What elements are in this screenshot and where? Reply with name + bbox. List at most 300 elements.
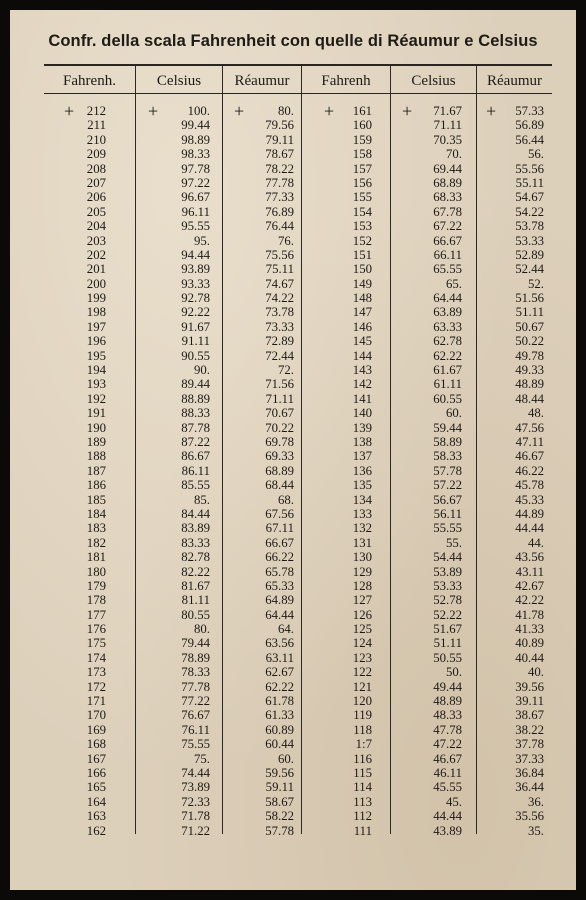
table-cell: 155 bbox=[352, 190, 372, 205]
column-divider bbox=[301, 66, 302, 834]
table-cell: 55.56 bbox=[515, 161, 544, 176]
table-cell: 199 bbox=[86, 291, 106, 306]
table-cell: 59.11 bbox=[265, 780, 294, 795]
table-cell: 153 bbox=[352, 219, 372, 234]
table-cell: 35.56 bbox=[515, 809, 544, 824]
table-cell: 93.33 bbox=[181, 276, 210, 291]
table-cell: 76.67 bbox=[181, 708, 210, 723]
table-cell: 80. bbox=[194, 622, 210, 637]
celsius-column-right bbox=[410, 104, 462, 838]
table-cell: 74.44 bbox=[181, 765, 210, 780]
table-cell: 55.11 bbox=[515, 175, 544, 190]
table-cell: 123 bbox=[352, 650, 372, 665]
celsius-column-left bbox=[160, 104, 210, 838]
table-cell: 1:7 bbox=[355, 737, 372, 752]
table-cell: 193 bbox=[86, 377, 106, 392]
table-cell: 191 bbox=[86, 406, 106, 421]
table-cell: 166 bbox=[86, 765, 106, 780]
table-cell: 128 bbox=[352, 578, 372, 593]
table-cell: 39.56 bbox=[515, 679, 544, 694]
table-cell: 143 bbox=[352, 363, 372, 378]
table-cell: 149 bbox=[352, 276, 372, 291]
table-cell: 170 bbox=[86, 708, 106, 723]
table-cell: 140 bbox=[352, 406, 372, 421]
table-cell: 62.22 bbox=[265, 679, 294, 694]
table-cell: 190 bbox=[86, 420, 106, 435]
table-cell: 46.67 bbox=[515, 449, 544, 464]
table-cell: 66.67 bbox=[265, 535, 294, 550]
table-cell: 89.44 bbox=[181, 377, 210, 392]
table-cell: 187 bbox=[86, 463, 106, 478]
table-cell: 68. bbox=[278, 492, 294, 507]
table-cell: 139 bbox=[352, 420, 372, 435]
plus-sign: + bbox=[148, 101, 159, 121]
table-cell: 77.78 bbox=[265, 175, 294, 190]
table-cell: 151 bbox=[352, 247, 372, 262]
table-cell: 58.33 bbox=[433, 449, 462, 464]
table-cell: 64.44 bbox=[265, 607, 294, 622]
table-cell: 114 bbox=[353, 780, 372, 795]
table-cell: 116 bbox=[353, 751, 372, 766]
header-fahrenheit-right: Fahrenh bbox=[321, 73, 371, 89]
table-cell: 88.89 bbox=[181, 391, 210, 406]
table-cell: 129 bbox=[352, 564, 372, 579]
table-cell: 69.78 bbox=[265, 434, 294, 449]
table-cell: 64.44 bbox=[433, 291, 462, 306]
table-cell: 80. bbox=[278, 104, 294, 118]
table-cell: 209 bbox=[86, 147, 106, 162]
table-cell: 60.89 bbox=[265, 722, 294, 737]
table-cell: 92.22 bbox=[181, 305, 210, 320]
table-cell: 62.67 bbox=[265, 665, 294, 680]
table-cell: 87.78 bbox=[181, 420, 210, 435]
table-cell: 78.33 bbox=[181, 665, 210, 680]
table-cell: 45. bbox=[446, 794, 462, 809]
table-cell: 198 bbox=[86, 305, 106, 320]
table-cell: 180 bbox=[86, 564, 106, 579]
table-cell: 40.89 bbox=[515, 636, 544, 651]
table-cell: 60. bbox=[446, 406, 462, 421]
table-cell: 150 bbox=[352, 262, 372, 277]
table-cell: 67.11 bbox=[265, 521, 294, 536]
table-cell: 80.55 bbox=[181, 607, 210, 622]
table-cell: 49.33 bbox=[515, 363, 544, 378]
table-cell: 131 bbox=[352, 535, 372, 550]
table-cell: 50. bbox=[446, 665, 462, 680]
header-fahrenheit-left: Fahrenh. bbox=[63, 73, 116, 89]
header-reaumur-left: Réaumur bbox=[234, 73, 290, 89]
table-cell: 70.22 bbox=[265, 420, 294, 435]
table-cell: 75. bbox=[194, 751, 210, 766]
table-cell: 53.33 bbox=[515, 233, 544, 248]
table-cell: 74.67 bbox=[265, 276, 294, 291]
table-cell: 189 bbox=[86, 434, 106, 449]
table-cell: 52.44 bbox=[515, 262, 544, 277]
table-cell: 65. bbox=[446, 276, 462, 291]
table-cell: 58.22 bbox=[265, 809, 294, 824]
table-cell: 73.78 bbox=[265, 305, 294, 320]
table-cell: 75.55 bbox=[181, 737, 210, 752]
table-cell: 185 bbox=[86, 492, 106, 507]
table-cell: 37.33 bbox=[515, 751, 544, 766]
table-cell: 72.89 bbox=[265, 334, 294, 349]
table-cell: 51.11 bbox=[515, 305, 544, 320]
table-cell: 96.67 bbox=[181, 190, 210, 205]
table-cell: 83.89 bbox=[181, 521, 210, 536]
table-cell: 97.22 bbox=[181, 175, 210, 190]
table-cell: 135 bbox=[352, 478, 372, 493]
table-cell: 71.56 bbox=[265, 377, 294, 392]
table-cell: 76.89 bbox=[265, 204, 294, 219]
table-cell: 56.89 bbox=[515, 118, 544, 133]
table-cell: 38.22 bbox=[515, 722, 544, 737]
table-cell: 57.22 bbox=[433, 478, 462, 493]
table-cell: 112 bbox=[353, 809, 372, 824]
table-cell: 51.11 bbox=[433, 636, 462, 651]
table-cell: 45.33 bbox=[515, 492, 544, 507]
table-cell: 46.67 bbox=[433, 751, 462, 766]
table-cell: 82.78 bbox=[181, 550, 210, 565]
table-cell: 197 bbox=[86, 319, 106, 334]
header-reaumur-right: Réaumur bbox=[487, 73, 542, 89]
table-cell: 184 bbox=[86, 506, 106, 521]
table-cell: 52.78 bbox=[433, 593, 462, 608]
table-cell: 71.11 bbox=[433, 118, 462, 133]
table-cell: 47.11 bbox=[515, 434, 544, 449]
table-cell: 98.89 bbox=[181, 132, 210, 147]
table-cell: 86.67 bbox=[181, 449, 210, 464]
table-cell: 69.33 bbox=[265, 449, 294, 464]
table-cell: 64. bbox=[278, 622, 294, 637]
table-cell: 48.89 bbox=[515, 377, 544, 392]
table-cell: 124 bbox=[352, 636, 372, 651]
table-cell: 54.22 bbox=[515, 204, 544, 219]
table-cell: 152 bbox=[352, 233, 372, 248]
table-cell: 44.44 bbox=[515, 521, 544, 536]
table-cell: 61.67 bbox=[433, 363, 462, 378]
table-cell: 40.44 bbox=[515, 650, 544, 665]
table-cell: 203 bbox=[86, 233, 106, 248]
table-cell: 85.55 bbox=[181, 478, 210, 493]
table-cell: 49.78 bbox=[515, 348, 544, 363]
table-cell: 177 bbox=[86, 607, 106, 622]
table-cell: 115 bbox=[353, 765, 372, 780]
table-cell: 43.56 bbox=[515, 550, 544, 565]
fahrenheit-column-left bbox=[64, 101, 106, 838]
table-cell: 43.11 bbox=[515, 564, 544, 579]
header-celsius-right: Celsius bbox=[411, 73, 456, 89]
table-cell: 206 bbox=[86, 190, 106, 205]
table-cell: 68.89 bbox=[433, 175, 462, 190]
table-cell: 207 bbox=[86, 175, 106, 190]
table-cell: 208 bbox=[86, 161, 106, 176]
table-cell: 88.33 bbox=[181, 406, 210, 421]
table-cell: 172 bbox=[86, 679, 106, 694]
table-cell: 60.44 bbox=[265, 737, 294, 752]
table-cell: 169 bbox=[86, 722, 106, 737]
table-cell: 79.44 bbox=[181, 636, 210, 651]
table-cell: 50.55 bbox=[433, 650, 462, 665]
table-cell: 62.78 bbox=[433, 334, 462, 349]
table-cell: 99.44 bbox=[181, 118, 210, 133]
table-cell: 126 bbox=[352, 607, 372, 622]
table-cell: 82.22 bbox=[181, 564, 210, 579]
table-cell: 81.67 bbox=[181, 578, 210, 593]
table-cell: 186 bbox=[86, 478, 106, 493]
table-cell: 85. bbox=[194, 492, 210, 507]
table-cell: 94.44 bbox=[181, 247, 210, 262]
table-cell: 44.89 bbox=[515, 506, 544, 521]
table-cell: 75.11 bbox=[265, 262, 294, 277]
column-divider bbox=[390, 66, 391, 834]
table-cell: 83.33 bbox=[181, 535, 210, 550]
table-cell: 72.33 bbox=[181, 794, 210, 809]
table-cell: 36.44 bbox=[515, 780, 544, 795]
table-cell: 65.33 bbox=[265, 578, 294, 593]
column-divider bbox=[476, 66, 477, 834]
table-cell: 46.22 bbox=[515, 463, 544, 478]
table-cell: 92.78 bbox=[181, 291, 210, 306]
table-cell: 53.78 bbox=[515, 219, 544, 234]
table-cell: 56.67 bbox=[433, 492, 462, 507]
table-cell: 47.22 bbox=[433, 737, 462, 752]
table-cell: 45.78 bbox=[515, 478, 544, 493]
table-cell: 59.56 bbox=[265, 765, 294, 780]
table-cell: 66.67 bbox=[433, 233, 462, 248]
table-cell: 70. bbox=[446, 147, 462, 162]
table-cell: 48.89 bbox=[433, 694, 462, 709]
table-cell: 211 bbox=[87, 118, 106, 133]
table-cell: 78.89 bbox=[181, 650, 210, 665]
table-cell: 49.44 bbox=[433, 679, 462, 694]
table-cell: 48.33 bbox=[433, 708, 462, 723]
table-cell: 61.78 bbox=[265, 694, 294, 709]
table-cell: 60. bbox=[278, 751, 294, 766]
table-cell: 55. bbox=[446, 535, 462, 550]
table-cell: 146 bbox=[352, 319, 372, 334]
table-cell: 160 bbox=[352, 118, 372, 133]
table-cell: 54.67 bbox=[515, 190, 544, 205]
table-cell: 42.67 bbox=[515, 578, 544, 593]
table-cell: 56.11 bbox=[433, 506, 462, 521]
table-cell: 52.89 bbox=[515, 247, 544, 262]
table-cell: 127 bbox=[352, 593, 372, 608]
table-cell: 212 bbox=[86, 104, 106, 118]
table-cell: 48. bbox=[528, 406, 544, 421]
table-cell: 53.33 bbox=[433, 578, 462, 593]
table-cell: 65.55 bbox=[433, 262, 462, 277]
table-cell: 67.56 bbox=[265, 506, 294, 521]
reaumur-column-right bbox=[492, 104, 544, 838]
table-cell: 58.67 bbox=[265, 794, 294, 809]
table-cell: 61.33 bbox=[265, 708, 294, 723]
table-cell: 134 bbox=[352, 492, 372, 507]
table-cell: 51.56 bbox=[515, 291, 544, 306]
table-cell: 159 bbox=[352, 132, 372, 147]
table-cell: 164 bbox=[86, 794, 106, 809]
table-cell: 136 bbox=[352, 463, 372, 478]
reaumur-column-left bbox=[242, 104, 294, 838]
table-cell: 75.56 bbox=[265, 247, 294, 262]
table-cell: 120 bbox=[352, 694, 372, 709]
table-cell: 47.78 bbox=[433, 722, 462, 737]
table-cell: 67.22 bbox=[433, 219, 462, 234]
table-cell: 57.78 bbox=[433, 463, 462, 478]
column-divider bbox=[135, 66, 136, 834]
table-cell: 119 bbox=[353, 708, 372, 723]
table-cell: 142 bbox=[352, 377, 372, 392]
table-cell: 68.44 bbox=[265, 478, 294, 493]
table-cell: 178 bbox=[86, 593, 106, 608]
table-cell: 72. bbox=[278, 363, 294, 378]
table-cell: 45.55 bbox=[433, 780, 462, 795]
table-cell: 37.78 bbox=[515, 737, 544, 752]
table-cell: 41.33 bbox=[515, 622, 544, 637]
table-cell: 182 bbox=[86, 535, 106, 550]
table-cell: 73.89 bbox=[181, 780, 210, 795]
table-cell: 66.22 bbox=[265, 550, 294, 565]
table-cell: 173 bbox=[86, 665, 106, 680]
table-cell: 148 bbox=[352, 291, 372, 306]
table-cell: 194 bbox=[86, 363, 106, 378]
table-cell: 87.22 bbox=[181, 434, 210, 449]
table-cell: 118 bbox=[353, 722, 372, 737]
table-cell: 163 bbox=[86, 809, 106, 824]
table-cell: 58.89 bbox=[433, 434, 462, 449]
table-cell: 44.44 bbox=[433, 809, 462, 824]
table-cell: 175 bbox=[86, 636, 106, 651]
table-cell: 91.67 bbox=[181, 319, 210, 334]
column-divider bbox=[222, 66, 223, 834]
plus-sign: + bbox=[402, 101, 413, 121]
table-cell: 192 bbox=[86, 391, 106, 406]
table-cell: 59.44 bbox=[433, 420, 462, 435]
table-cell: 130 bbox=[352, 550, 372, 565]
table-cell: 168 bbox=[86, 737, 106, 752]
fahrenheit-column-right bbox=[328, 104, 372, 838]
plus-sign: + bbox=[324, 101, 335, 121]
table-cell: 133 bbox=[352, 506, 372, 521]
table-cell: 70.67 bbox=[265, 406, 294, 421]
table-cell: 167 bbox=[86, 751, 106, 766]
table-cell: 147 bbox=[352, 305, 372, 320]
table-cell: 132 bbox=[352, 521, 372, 536]
table-cell: 68.33 bbox=[433, 190, 462, 205]
table-cell: 41.78 bbox=[515, 607, 544, 622]
table-cell: 79.56 bbox=[265, 118, 294, 133]
table-cell: 81.11 bbox=[181, 593, 210, 608]
table-cell: 72.44 bbox=[265, 348, 294, 363]
table-cell: 76.11 bbox=[181, 722, 210, 737]
table-cell: 71.11 bbox=[265, 391, 294, 406]
table-cell: 50.67 bbox=[515, 319, 544, 334]
table-cell: 56. bbox=[528, 147, 544, 162]
conversion-table-page bbox=[10, 10, 576, 890]
table-cell: 46.11 bbox=[433, 765, 462, 780]
table-cell: 137 bbox=[352, 449, 372, 464]
table-cell: 145 bbox=[352, 334, 372, 349]
table-cell: 183 bbox=[86, 521, 106, 536]
table-cell: 157 bbox=[352, 161, 372, 176]
table-cell: 79.11 bbox=[265, 132, 294, 147]
table-cell: 76.44 bbox=[265, 219, 294, 234]
page-title: Confr. della scala Fahrenheit con quelle di Réaumur e Celsius bbox=[48, 32, 538, 50]
table-cell: 156 bbox=[352, 175, 372, 190]
table-cell: 63.11 bbox=[265, 650, 294, 665]
table-cell: 78.67 bbox=[265, 147, 294, 162]
table-cell: 52. bbox=[528, 276, 544, 291]
table-cell: 65.78 bbox=[265, 564, 294, 579]
table-cell: 57.33 bbox=[515, 104, 544, 118]
table-cell: 111 bbox=[353, 823, 372, 838]
table-cell: 67.78 bbox=[433, 204, 462, 219]
table-cell: 39.11 bbox=[515, 694, 544, 709]
table-cell: 138 bbox=[352, 434, 372, 449]
table-cell: 165 bbox=[86, 780, 106, 795]
table-cell: 44. bbox=[528, 535, 544, 550]
table-cell: 205 bbox=[86, 204, 106, 219]
table-cell: 210 bbox=[86, 132, 106, 147]
table-cell: 63.33 bbox=[433, 319, 462, 334]
table-cell: 171 bbox=[86, 694, 106, 709]
table-cell: 113 bbox=[353, 794, 372, 809]
table-cell: 48.44 bbox=[515, 391, 544, 406]
header-celsius-left: Celsius bbox=[156, 73, 202, 89]
table-cell: 68.89 bbox=[265, 463, 294, 478]
table-cell: 62.22 bbox=[433, 348, 462, 363]
table-cell: 176 bbox=[86, 622, 106, 637]
table-cell: 91.11 bbox=[181, 334, 210, 349]
table-cell: 66.11 bbox=[433, 247, 462, 262]
table-cell: 95. bbox=[194, 233, 210, 248]
table-cell: 69.44 bbox=[433, 161, 462, 176]
table-cell: 200 bbox=[86, 276, 106, 291]
table-cell: 181 bbox=[86, 550, 106, 565]
table-cell: 204 bbox=[86, 219, 106, 234]
table-cell: 71.22 bbox=[181, 823, 210, 838]
table-cell: 56.44 bbox=[515, 132, 544, 147]
table-cell: 64.89 bbox=[265, 593, 294, 608]
table-cell: 73.33 bbox=[265, 319, 294, 334]
table-cell: 63.89 bbox=[433, 305, 462, 320]
table-cell: 201 bbox=[86, 262, 106, 277]
table-cell: 57.78 bbox=[265, 823, 294, 838]
table-cell: 122 bbox=[352, 665, 372, 680]
table-cell: 90. bbox=[194, 363, 210, 378]
table-cell: 78.22 bbox=[265, 161, 294, 176]
table-cell: 179 bbox=[86, 578, 106, 593]
table-cell: 84.44 bbox=[181, 506, 210, 521]
table-cell: 36. bbox=[528, 794, 544, 809]
table-cell: 53.89 bbox=[433, 564, 462, 579]
table-cell: 202 bbox=[86, 247, 106, 262]
table-cell: 77.78 bbox=[181, 679, 210, 694]
table-cell: 97.78 bbox=[181, 161, 210, 176]
table-cell: 61.11 bbox=[433, 377, 462, 392]
table-cell: 86.11 bbox=[181, 463, 210, 478]
table-cell: 40. bbox=[528, 665, 544, 680]
table-cell: 51.67 bbox=[433, 622, 462, 637]
table-cell: 70.35 bbox=[433, 132, 462, 147]
plus-sign: + bbox=[64, 101, 75, 121]
table-cell: 98.33 bbox=[181, 147, 210, 162]
table-cell: 174 bbox=[86, 650, 106, 665]
table-cell: 96.11 bbox=[181, 204, 210, 219]
table-cell: 77.22 bbox=[181, 694, 210, 709]
table-cell: 93.89 bbox=[181, 262, 210, 277]
table-cell: 196 bbox=[86, 334, 106, 349]
table-cell: 90.55 bbox=[181, 348, 210, 363]
